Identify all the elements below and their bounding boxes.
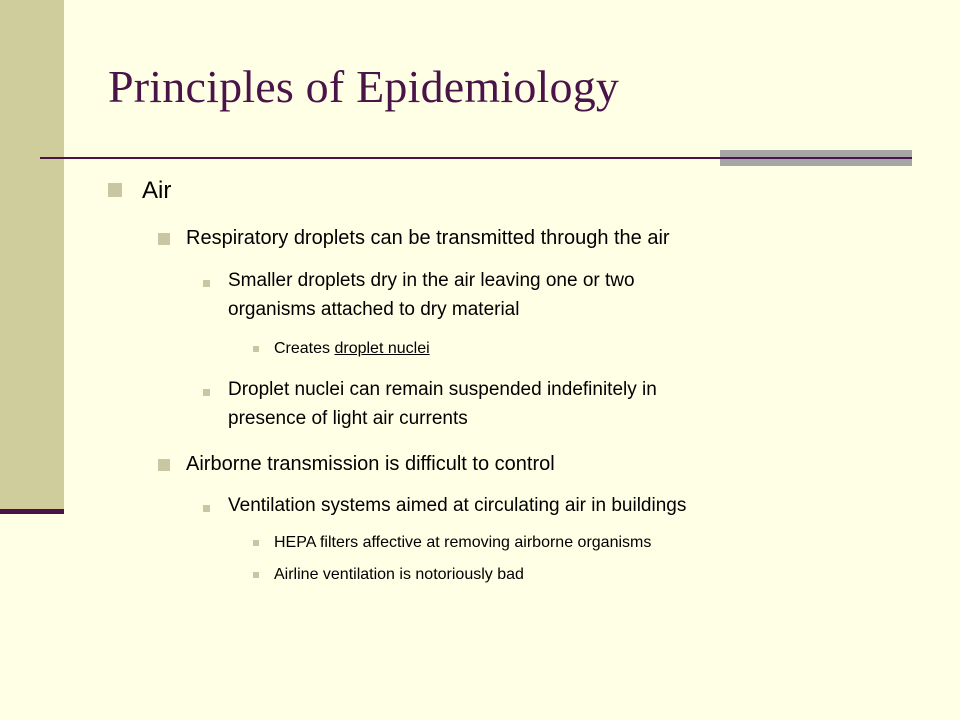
- bullet-ventilation: Ventilation systems aimed at circulating air in buildings: [228, 495, 687, 516]
- bullet-airline: Airline ventilation is notoriously bad: [274, 566, 524, 583]
- bullet-square-icon: [108, 183, 122, 197]
- bullet-droplet-nuclei-line1: Droplet nuclei can remain suspended indefinitely in: [228, 379, 657, 400]
- bullet-air: Air: [142, 177, 172, 204]
- bullet-hepa: HEPA filters affective at removing airborne organisms: [274, 534, 652, 551]
- droplet-nuclei-term: droplet nuclei: [334, 340, 430, 357]
- bullet-square-icon: [253, 346, 259, 352]
- bullet-square-icon: [158, 233, 170, 245]
- bullet-square-icon: [203, 505, 210, 512]
- bullet-square-icon: [203, 280, 210, 287]
- bullet-smaller-droplets-line2: organisms attached to dry material: [228, 299, 520, 320]
- bullet-smaller-droplets: [228, 266, 635, 324]
- bullet-square-icon: [253, 572, 259, 578]
- bullet-creates: [274, 340, 430, 358]
- title-accent-bar: [720, 150, 912, 157]
- bullet-square-icon: [253, 540, 259, 546]
- bullet-creates-prefix: Creates: [274, 340, 335, 357]
- bullet-square-icon: [158, 459, 170, 471]
- left-decor-bar: [0, 0, 64, 511]
- bullet-airborne: Airborne transmission is difficult to control: [186, 453, 555, 475]
- bullet-square-icon: [203, 389, 210, 396]
- bullet-smaller-droplets-line1: Smaller droplets dry in the air leaving one or two: [228, 270, 635, 291]
- title-divider: [40, 157, 720, 159]
- bullet-respiratory: Respiratory droplets can be transmitted through the air: [186, 227, 670, 249]
- bullet-droplet-nuclei-line2: presence of light air currents: [228, 408, 468, 429]
- slide-title: Principles of Epidemiology: [108, 61, 620, 112]
- left-decor-bar-underline: [0, 509, 64, 514]
- title-accent-bar-lower: [720, 159, 912, 166]
- bullet-droplet-nuclei: [228, 375, 657, 433]
